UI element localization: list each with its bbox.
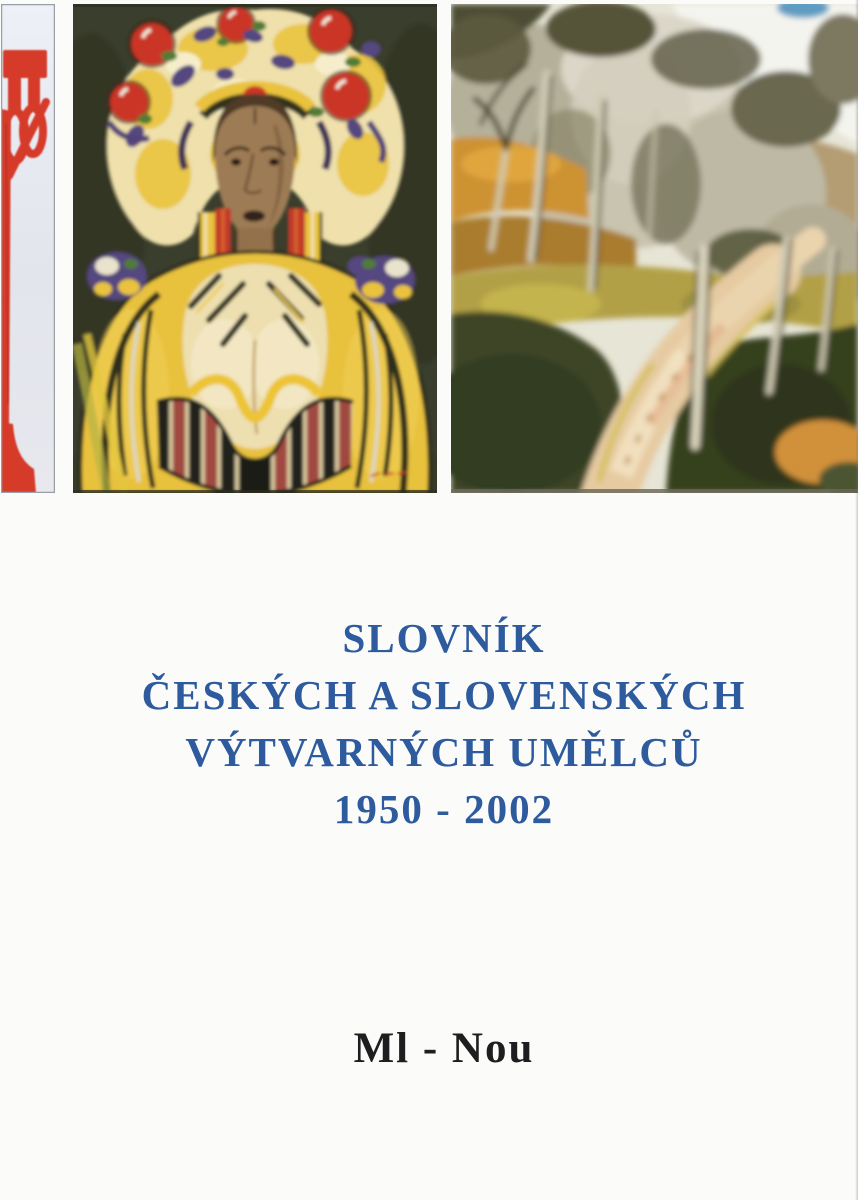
title-block <box>0 610 858 838</box>
folk-costume-portrait-illustration <box>73 4 437 493</box>
landscape-illustration <box>451 4 858 493</box>
volume-range: Ml - Nou <box>353 1025 535 1072</box>
title-years: 1950 - 2002 <box>333 786 555 832</box>
artwork-landscape-with-path <box>451 4 858 493</box>
artwork-red-sculpture <box>1 4 55 493</box>
red-sculpture-illustration <box>1 4 55 493</box>
title-line-1: SLOVNÍK <box>342 615 546 661</box>
title-line-3: VÝTVARNÝCH UMĚLCŮ <box>185 729 703 775</box>
artwork-folk-costume-portrait <box>73 4 437 493</box>
title-line-2: ČESKÝCH A SLOVENSKÝCH <box>141 672 747 718</box>
